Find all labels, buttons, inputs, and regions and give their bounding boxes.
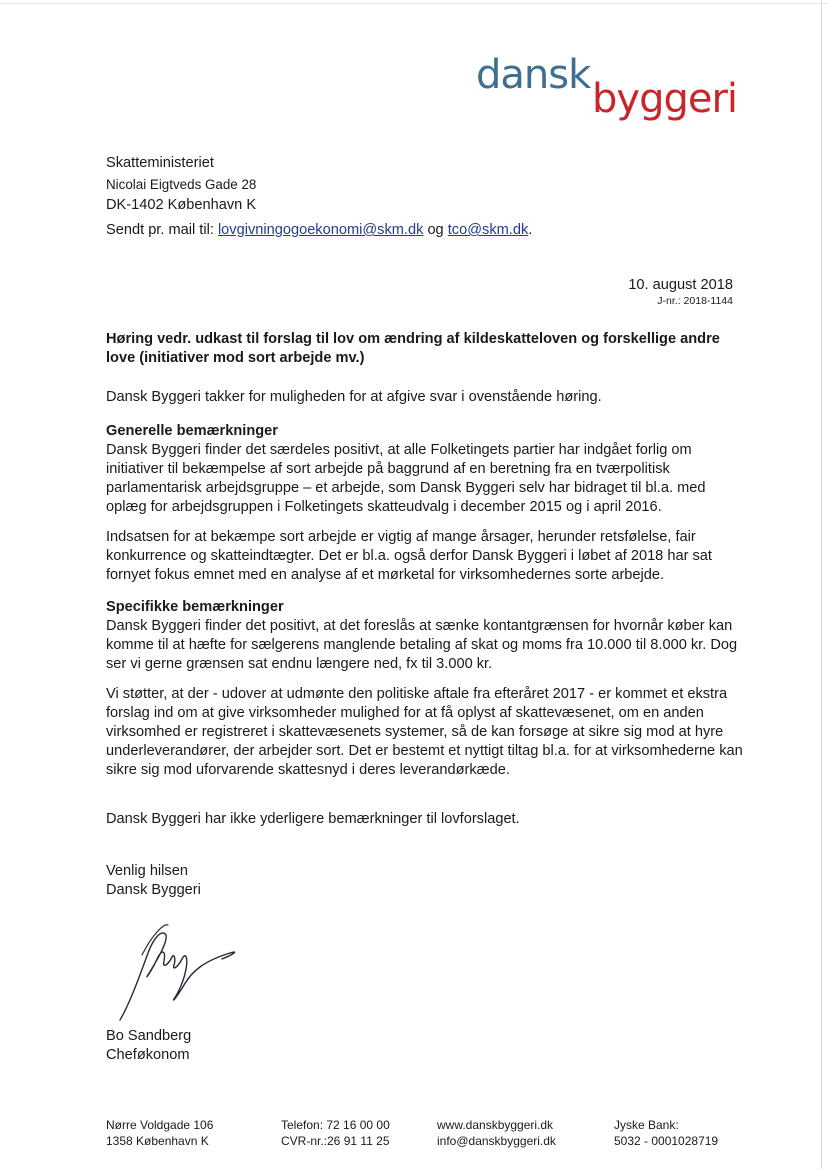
scan-edge-right	[821, 0, 822, 1169]
section-specific	[106, 598, 746, 674]
signer-name: Bo Sandberg	[106, 1028, 192, 1044]
email-link-tco[interactable]: tco@skm.dk	[447, 222, 529, 238]
specific-heading: Specifikke bemærkninger	[106, 599, 284, 615]
footer-address-line-1: Nørre Voldgade 106	[106, 1118, 214, 1132]
footer-bank-account: 5032 - 0001028719	[614, 1134, 719, 1148]
footer-address-line-2: 1358 København K	[106, 1134, 209, 1148]
specific-paragraph-1: Dansk Byggeri finder det positivt, at det foreslås at sænke kontantgrænsen for hvornår køber kan komme til at hæfte for sælgerens manglende betaling af skat og moms fra 10.000 til 8.000 kr. Dog ser vi gerne grænsen sat endnu længere ned, fx til 3.000 kr.	[106, 618, 738, 672]
date-block	[628, 276, 733, 308]
dansk-byggeri-logo	[470, 50, 750, 130]
recipient-name: Skatteministeriet	[106, 155, 214, 171]
recipient-city: DK-1402 København K	[106, 197, 257, 213]
mail-joiner: og	[423, 222, 448, 238]
signoff-org: Dansk Byggeri	[106, 882, 201, 898]
footer-phone-line: Telefon: 72 16 00 00	[281, 1118, 390, 1132]
section-general-2	[106, 528, 746, 585]
signer-title: Cheføkonom	[106, 1047, 190, 1063]
footer-email[interactable]: info@danskbyggeri.dk	[437, 1134, 556, 1148]
mail-suffix: .	[528, 222, 533, 238]
closing-text: Dansk Byggeri har ikke yderligere bemærkninger til lovforslaget.	[106, 811, 520, 827]
footer-bank	[614, 1117, 718, 1149]
section-general	[106, 422, 746, 517]
general-paragraph-2: Indsatsen for at bekæmpe sort arbejde er vigtig af mange årsager, herunder retsfølelse, fair konkurrence og skatteindtægter. Det er bl.a. også derfor Dansk Byggeri i løbet af 2018 har sat fornyet fokus emnet med en analyse af et mørketal for virksomhedernes sorte arbejde.	[106, 529, 712, 583]
footer-web	[437, 1117, 556, 1149]
mail-line	[106, 221, 532, 240]
footer-cvr-line: CVR-nr.:26 91 11 25	[281, 1134, 390, 1148]
signer-block	[106, 1027, 746, 1065]
signoff-block	[106, 862, 746, 900]
footer-bank-name: Jyske Bank:	[614, 1118, 679, 1132]
mail-prefix: Sendt pr. mail til:	[106, 222, 218, 238]
general-heading: Generelle bemærkninger	[106, 423, 278, 439]
journal-number: J-nr.: 2018-1144	[657, 295, 733, 307]
email-link-lovgivning[interactable]: lovgivningogoekonomi@skm.dk	[217, 222, 424, 238]
section-specific-2	[106, 685, 746, 780]
letter-date: 10. august 2018	[628, 277, 733, 293]
footer-address	[106, 1117, 213, 1149]
scan-edge-top	[0, 3, 828, 4]
intro-text: Dansk Byggeri takker for muligheden for at afgive svar i ovenstående høring.	[106, 389, 602, 405]
recipient-address	[106, 153, 256, 216]
logo-word-byggeri: byggeri	[592, 76, 738, 122]
closing-paragraph	[106, 810, 746, 829]
footer-phone	[281, 1117, 390, 1149]
general-paragraph-1: Dansk Byggeri finder det særdeles positivt, at alle Folketingets partier har indgået forlig om initiativer til bekæmpelse af sort arbejde på baggrund af en beretning fra en tværpolitisk parlamentarisk arbejdsgruppe – et arbejde, som Dansk Byggeri selv har bidraget til bl.a. med oplæg for arbejdsgruppen i Folketingets skatteudvalg i december 2015 og i april 2016.	[106, 442, 706, 515]
signoff-greeting: Venlig hilsen	[106, 863, 188, 879]
intro-paragraph	[106, 388, 746, 407]
logo-word-dansk: dansk	[476, 52, 591, 98]
footer-website[interactable]: www.danskbyggeri.dk	[437, 1118, 554, 1132]
recipient-street: Nicolai Eigtveds Gade 28	[106, 177, 257, 192]
specific-paragraph-2: Vi støtter, at der - udover at udmønte den politiske aftale fra efteråret 2017 - er kommet et ekstra forslag ind om at give virksomheder mulighed for at få oplyst af skattevæsenet, om en anden virksomhed er registreret i skattevæsenets systemer, så de kan forsøge at sikre sig mod at hyre underleverandører, der arbejder sort. Det er bestemt et nyttigt tiltag bl.a. for at virksomhederne kan sikre sig mod uforvarende skattesnyd i deres leverandørkæde.	[106, 686, 743, 778]
handwritten-signature	[108, 915, 248, 1025]
letter-subject: Høring vedr. udkast til forslag til lov om ændring af kildeskatteloven og forskellige andre love (initiativer mod sort arbejde mv.)	[106, 331, 720, 366]
